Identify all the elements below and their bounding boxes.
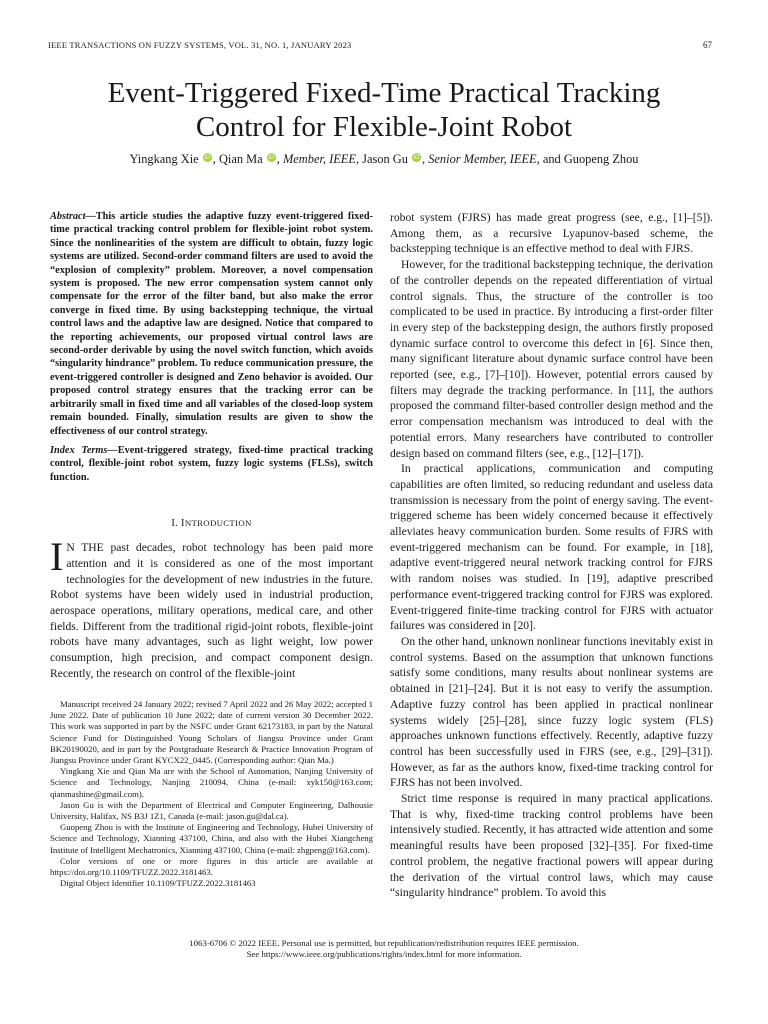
intro-text: N THE past decades, robot technology has been paid more attention and it is considered as one of the most important technologies for the development of new industries in the future. Robot systems have been widely used in industrial production, aerospace operations, military operations, medical care, and other fields. Different from the traditional rigid-joint robots, flexible-joint robots have many advantages, such as light weight, low power consumption, high precision, and compact component design. Recently, the research on control of the flexible-joint [50,541,373,680]
body-paragraph: On the other hand, unknown nonlinear functions inevitably exist in control systems. Based on the assumption that unknown functions satisfy some conditions, many results about nonlinear systems are obtained in [21]–[24]. But it is not easy to verify the assumption. Adaptive fuzzy control has been applied in practical nonlinear systems widely [25]–[28], since fuzzy logic system (FLS) approaches unknown functions effectively. Recently, adaptive fuzzy control has been successfully used in FJRS (see, e.g., [29]–[31]). However, as far as the authors know, fixed-time tracking control for FJRS has not been involved. [390,634,713,790]
footnote-affiliation: Yingkang Xie and Qian Ma are with the School of Automation, Nanjing University of Science and Technology, Nanjing 210094, China (e-mail: xyk150@163.com; qianmashine@gmail.com). [50,766,373,799]
footnote-manuscript: Manuscript received 24 January 2022; revised 7 April 2022 and 26 May 2022; accepted 1 June 2022. Date of publication 10 June 2022; date of current version 30 December 2022. This work was supported in part by the NSFC under Grant 62173183, in part by the Natural Science Fund for Distinguished Young Scholars of Jiangsu Province under Grant BK20190020, and in part by the Postgraduate Research & Practice Innovation Program of Jiangsu Province under Grant KYCX22_0445. (Corresponding author: Qian Ma.) [50,699,373,766]
author-name: Yingkang Xie [129,152,199,166]
body-paragraph: Strict time response is required in many practical applications. That is why, fixed-time tracking control problems have been intensively studied. Recently, it has attracted wide attention and some meaningful results have been proposed [32]–[35]. For fixed-time control problem, the negative fractional powers will appear during the derivation of the virtual control laws, which may cause “singularity hindrance” problem. To avoid this [390,792,713,900]
paper-title [40,76,728,144]
abstract-label: Abstract— [50,211,96,222]
left-column [50,210,373,681]
orcid-icon[interactable]: iD [268,154,275,161]
copyright-footer [0,938,768,960]
journal-header: IEEE TRANSACTIONS ON FUZZY SYSTEMS, VOL. 31, NO. 1, JANUARY 2023 [48,40,352,50]
intro-paragraph [50,534,373,681]
drop-cap: I [50,534,64,580]
title-line-1: Event-Triggered Fixed-Time Practical Tracking [107,77,661,109]
right-column [390,210,713,901]
section-heading [50,518,373,534]
index-terms [50,444,373,484]
footnote-color: Color versions of one or more figures in this article are available at https://doi.org/10.1109/TFUZZ.2022.3181463. [50,855,373,878]
footnote-doi: Digital Object Identifier 10.1109/TFUZZ.2022.3181463 [60,878,256,889]
footnote-block [50,699,373,889]
body-paragraph: In practical applications, communication and computing capabilities are often limited, so reducing redundant and useless data transmission is necessary from the point of energy saving. The event-triggered scheme has been widely concerned because it effectively alleviates heavy communication burden. Some results of FJRS with event-triggered mechanism can be found. For example, in [18], adaptive event-triggered neural network tracking control for FJRS with random noises was studied. In [19], adaptive prescribed performance event-triggered tracking control for FJRS was explored. Event-triggered finite-time tracking control for FJRS with actuator failures was considered in [20]. [390,462,713,633]
index-terms-label: Index Terms— [50,444,118,456]
abstract-text: This article studies the adaptive fuzzy event-triggered fixed-time practical tracking control problem for flexible-joint robot system. Since the nonlinearities of the system are difficult to obtain, fuzzy logic systems are utilized. Second-order command filters are used to avoid the “explosion of complexity” problem. Moreover, a novel compensation system is proposed. The new error compensation system cannot only compensate for the error of the filter band, but also make the error converge in fixed time. By using backstepping technique, the virtual control laws and the adaptive law are designed. Notice that compared to the reporting achievements, our proposed virtual control laws are second-order derivable by using the novel switch function, which avoids “singularity hindrance” problem. To reduce communication pressure, the event-triggered controller is designed and Zeno behavior is avoided. Our proposed control strategy ensures that the tracking error can be arbitrarily small in fixed time and all variables of the closed-loop system remain bounded. Finally, simulation results are given to show the effectiveness of our control strategy. [50,211,373,437]
copyright-line: 1063-6706 © 2022 IEEE. Personal use is permitted, but republication/redistribution requires IEEE permission. [189,938,579,948]
footnote-affiliation: Guopeng Zhou is with the Institute of Engineering and Technology, Hubei University of Science and Technology, Xianning 437100, China, and also with the Hubei Xiangcheng Institute of Intelligent Mechatronics, Xianning 437100, China (e-mail: zhgpeng@163.com). [50,822,373,855]
section-number: I. [171,518,179,530]
title-line-2: Control for Flexible-Joint Robot [195,111,573,143]
rights-link[interactable]: See https://www.ieee.org/publications/rights/index.html for more information. [246,949,522,959]
author-name: Qian Ma [218,152,263,166]
author-name: and Guopeng Zhou [542,152,639,166]
orcid-icon[interactable]: iD [204,154,211,161]
index-terms-text: Event-triggered strategy, fixed-time practical tracking control, flexible-joint robot system, fuzzy logic systems (FLSs), switch function. [50,444,373,483]
author-role: Senior Member, IEEE [428,152,537,166]
section-title-initial: I [181,518,185,530]
abstract [50,210,373,438]
footnote-affiliation: Jason Gu is with the Department of Electrical and Computer Engineering, Dalhousie University, Halifax, NS B3J 1Z1, Canada (e-mail: jason.gu@dal.ca). [50,799,373,822]
author-role: Member, IEEE [282,152,356,166]
author-list: Yingkang Xie iD , Qian Ma iD , Member, IEEE, Jason Gu iD , Senior Member, IEEE, and Guopeng Zhou [129,152,639,166]
section-title-rest: NTRODUCTION [184,518,252,529]
page-number: 67 [703,40,712,50]
orcid-icon[interactable]: iD [413,154,420,161]
body-paragraph: robot system (FJRS) has made great progress (see, e.g., [1]–[5]). Among them, as a recursive Lyapunov-based scheme, the backstepping technique is an effective method to deal with FJRS. [390,211,713,256]
body-paragraph: However, for the traditional backstepping technique, the derivation of the controller depends on the repeated differentiation of virtual control signals. Thus, the structure of the controller is too complicated to be used in practice. By introducing a first-order filter in every step of the backstepping design, the authors firstly proposed dynamic surface control to overcome this defect in [6]. Since then, many significant literature about dynamic surface control have been reported (see, e.g., [7]–[10]). However, potential errors caused by filters may degrade the tracking performance. In [11], the authors proposed the command filter-based controller design method and the error compensation mechanism was introduced to deal with the potential errors. Many researchers have contributed to controller design based on command filters (see, e.g., [12]–[17]). [390,258,713,460]
author-name: Jason Gu [362,152,408,166]
